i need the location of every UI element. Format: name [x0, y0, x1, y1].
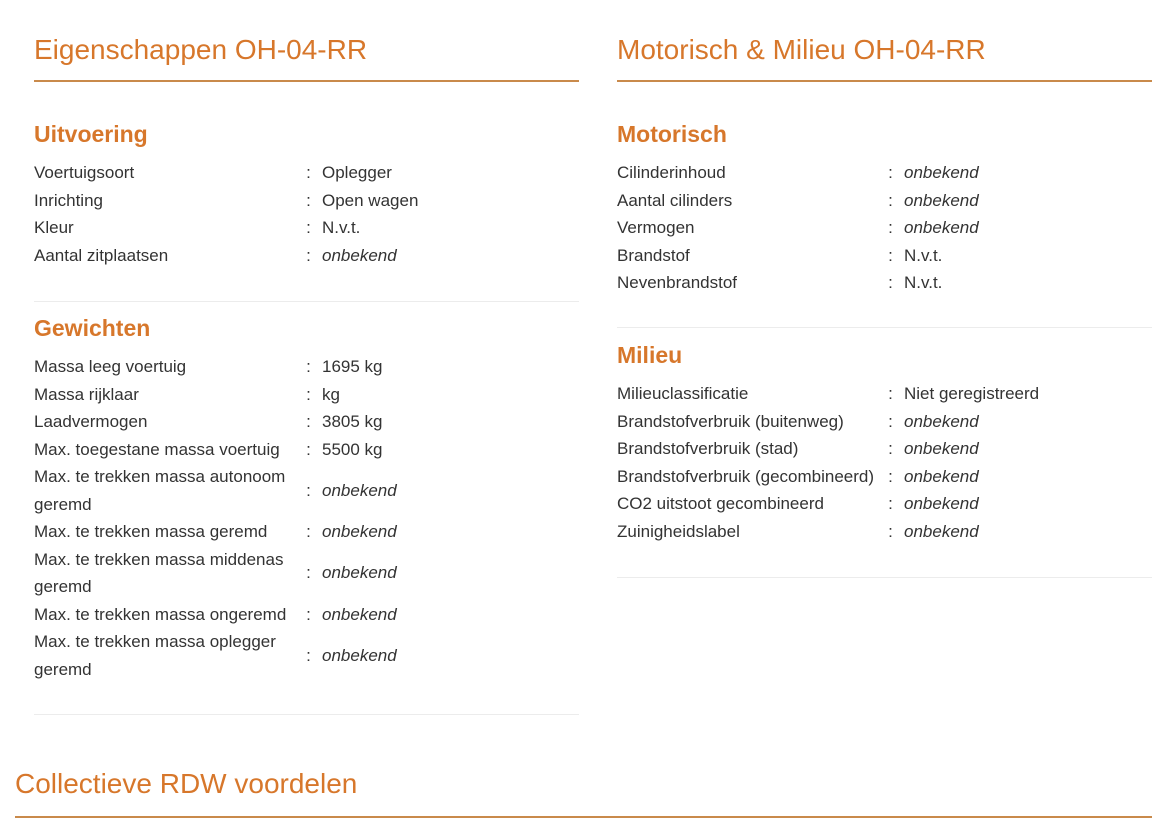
property-value: onbekend — [322, 245, 397, 265]
properties-table — [34, 159, 418, 269]
property-separator: : — [306, 522, 311, 541]
property-label: Brandstofverbruik (buitenweg) — [617, 411, 844, 431]
property-label: Max. te trekken massa autonoom geremd — [34, 467, 286, 514]
property-row — [34, 242, 418, 270]
property-row — [34, 159, 418, 187]
property-separator: : — [306, 439, 311, 459]
properties-title: Eigenschappen OH-04-RR — [34, 34, 368, 65]
property-label: Inrichting — [34, 190, 103, 210]
property-row — [34, 463, 397, 518]
property-label: Vermogen — [617, 218, 695, 237]
property-row — [34, 601, 397, 629]
property-label: CO2 uitstoot gecombineerd — [617, 494, 824, 513]
property-separator: : — [888, 494, 893, 513]
title-divider — [34, 80, 579, 82]
property-row — [617, 242, 979, 270]
section-uitvoering — [34, 121, 579, 269]
property-separator: : — [306, 645, 311, 665]
property-value: 5500 kg — [322, 439, 383, 459]
property-value: onbekend — [904, 521, 979, 541]
property-row — [617, 463, 1039, 491]
property-row — [617, 187, 979, 215]
section-heading: Uitvoering — [34, 121, 148, 147]
property-row — [34, 214, 418, 242]
motor-environment-title: Motorisch & Milieu OH-04-RR — [617, 34, 986, 65]
property-row — [34, 408, 397, 436]
property-row — [617, 490, 1039, 518]
property-separator: : — [306, 384, 311, 404]
property-row — [34, 546, 397, 601]
property-label: Kleur — [34, 218, 74, 237]
properties-table — [617, 159, 979, 297]
properties-table — [34, 353, 397, 683]
property-value: Oplegger — [322, 163, 392, 182]
property-value: onbekend — [322, 563, 397, 583]
property-row — [617, 269, 979, 297]
property-label: Cilinderinhoud — [617, 163, 726, 182]
property-value: 1695 kg — [322, 357, 383, 376]
property-separator: : — [306, 357, 311, 376]
property-separator: : — [888, 466, 893, 486]
property-value: onbekend — [322, 645, 397, 665]
section-divider — [617, 577, 1152, 578]
property-separator: : — [888, 384, 893, 403]
property-separator: : — [888, 190, 893, 210]
property-separator: : — [306, 190, 311, 210]
property-separator: : — [306, 563, 311, 583]
property-label: Brandstof — [617, 245, 690, 265]
property-label: Max. toegestane massa voertuig — [34, 439, 280, 459]
property-separator: : — [888, 273, 893, 292]
property-label: Max. te trekken massa ongeremd — [34, 604, 287, 624]
section-heading: Motorisch — [617, 121, 727, 147]
property-label: Max. te trekken massa geremd — [34, 522, 268, 541]
section-gewichten — [34, 315, 579, 683]
property-row — [617, 518, 1039, 546]
property-value: kg — [322, 384, 340, 404]
property-row — [34, 381, 397, 409]
property-label: Max. te trekken massa middenas geremd — [34, 549, 284, 596]
section-divider — [34, 714, 579, 715]
property-label: Brandstofverbruik (gecombineerd) — [617, 466, 875, 486]
property-separator: : — [888, 411, 893, 431]
property-value: onbekend — [322, 522, 397, 541]
property-label: Massa rijklaar — [34, 384, 139, 404]
property-row — [34, 436, 397, 464]
property-value: N.v.t. — [904, 245, 943, 265]
property-separator: : — [888, 163, 893, 182]
property-separator: : — [306, 480, 311, 500]
property-separator: : — [888, 245, 893, 265]
property-separator: : — [306, 604, 311, 624]
property-value: onbekend — [904, 466, 979, 486]
property-row — [34, 518, 397, 546]
property-value: onbekend — [904, 190, 979, 210]
property-label: Aantal zitplaatsen — [34, 245, 169, 265]
property-row — [617, 214, 979, 242]
property-separator: : — [306, 245, 311, 265]
property-row — [34, 353, 397, 381]
section-heading: Milieu — [617, 342, 683, 368]
property-value: Open wagen — [322, 190, 419, 210]
property-separator: : — [306, 163, 311, 182]
property-row — [34, 628, 397, 683]
section-divider — [34, 301, 579, 302]
property-value: onbekend — [904, 218, 979, 237]
property-row — [617, 408, 1039, 436]
properties-table — [617, 380, 1039, 545]
property-label: Massa leeg voertuig — [34, 357, 187, 376]
title-divider — [15, 816, 1152, 818]
property-label: Milieuclassificatie — [617, 384, 749, 403]
property-label: Laadvermogen — [34, 412, 148, 431]
property-separator: : — [888, 218, 893, 237]
title-divider — [617, 80, 1152, 82]
section-heading: Gewichten — [34, 315, 151, 341]
property-row — [617, 380, 1039, 408]
property-value: onbekend — [904, 439, 979, 458]
property-row — [617, 435, 1039, 463]
property-separator: : — [306, 218, 311, 237]
section-divider — [617, 327, 1152, 328]
property-label: Zuinigheidslabel — [617, 521, 740, 541]
property-label: Brandstofverbruik (stad) — [617, 439, 799, 458]
property-value: N.v.t. — [322, 218, 361, 237]
property-separator: : — [888, 439, 893, 458]
property-row — [617, 159, 979, 187]
property-value: onbekend — [322, 480, 397, 500]
property-value: onbekend — [322, 604, 397, 624]
property-value: Niet geregistreerd — [904, 384, 1040, 403]
property-value: 3805 kg — [322, 412, 383, 431]
property-separator: : — [306, 412, 311, 431]
property-value: onbekend — [904, 494, 979, 513]
property-value: N.v.t. — [904, 273, 943, 292]
section-motorisch — [617, 121, 1152, 297]
property-label: Aantal cilinders — [617, 190, 733, 210]
rdw-benefits-title: Collectieve RDW voordelen — [15, 768, 358, 799]
property-row — [34, 187, 418, 215]
property-label: Max. te trekken massa oplegger geremd — [34, 632, 276, 679]
property-value: onbekend — [904, 411, 979, 431]
property-label: Nevenbrandstof — [617, 273, 738, 292]
section-milieu — [617, 342, 1152, 545]
property-separator: : — [888, 521, 893, 541]
property-value: onbekend — [904, 163, 979, 182]
property-label: Voertuigsoort — [34, 163, 135, 182]
